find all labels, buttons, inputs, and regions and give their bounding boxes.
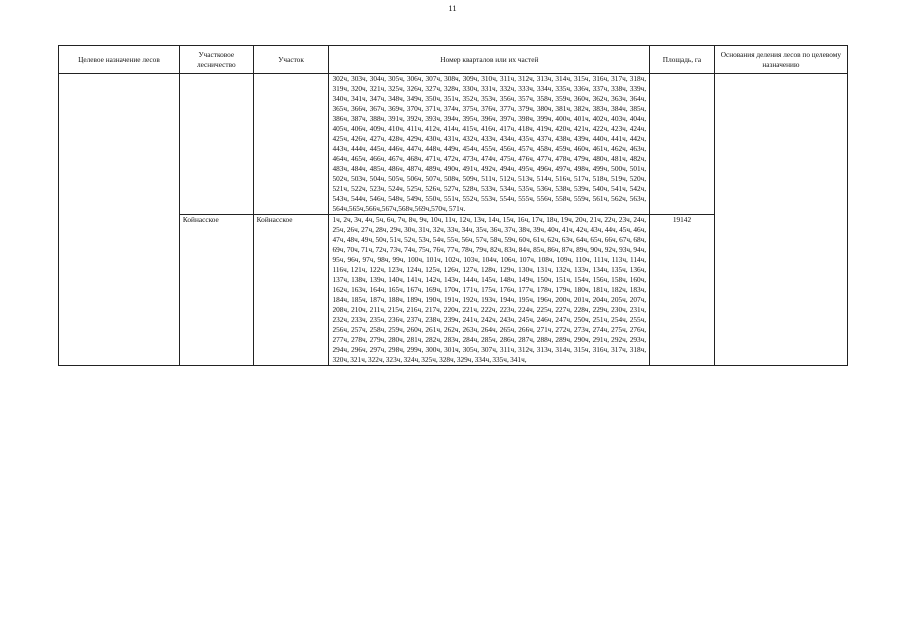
- cell-uchastok: [253, 74, 329, 215]
- header-uchastok: Участок: [253, 46, 329, 74]
- cell-basis: [714, 74, 847, 366]
- table-header-row: [59, 46, 848, 74]
- header-basis: Основания деления лесов по целевому назначению: [714, 46, 847, 74]
- header-lesnichestvo: Участковое лесничество: [179, 46, 253, 74]
- header-purpose: Целевое назначение лесов: [59, 46, 180, 74]
- page-number: 11: [448, 3, 457, 13]
- cell-purpose: [59, 74, 180, 366]
- cell-area: [650, 74, 715, 215]
- cell-quarters: 1ч, 2ч, 3ч, 4ч, 5ч, 6ч, 7ч, 8ч, 9ч, 10ч, 11ч, 12ч, 13ч, 14ч, 15ч, 16ч, 17ч, 18ч, 19ч, 20ч, 21ч, 22ч, 23ч, 24ч, 25ч, 26ч, 27ч, 28ч, 29ч, 30ч, 31ч, 32ч, 33ч, 34ч, 35ч, 36ч, 37ч, 38ч, 39ч, 40ч, 41ч, 42ч, 43ч, 44ч, 45ч, 46ч, 47ч, 48ч, 49ч, 50ч, 51ч, 52ч, 53ч, 54ч, 55ч, 56ч, 57ч, 58ч, 59ч, 60ч, 61ч, 62ч, 63ч, 64ч, 65ч, 66ч, 67ч, 68ч, 69ч, 70ч, 71ч, 72ч, 73ч, 74ч, 75ч, 76ч, 77ч, 78ч, 79ч, 82ч, 83ч, 84ч, 85ч, 86ч, 87ч, 89ч, 90ч, 92ч, 93ч, 94ч, 95ч, 96ч, 97ч, 98ч, 99ч, 100ч, 101ч, 102ч, 103ч, 104ч, 106ч, 107ч, 108ч, 109ч, 110ч, 111ч, 113ч, 114ч, 116ч, 121ч, 122ч, 123ч, 124ч, 125ч, 126ч, 127ч, 128ч, 129ч, 130ч, 131ч, 132ч, 133ч, 134ч, 135ч, 136ч, 137ч, 138ч, 139ч, 140ч, 141ч, 142ч, 143ч, 144ч, 145ч, 148ч, 149ч, 150ч, 151ч, 154ч, 156ч, 158ч, 160ч, 162ч, 163ч, 164ч, 165ч, 167ч, 169ч, 170ч, 171ч, 175ч, 176ч, 177ч, 178ч, 179ч, 180ч, 181ч, 182ч, 183ч, 184ч, 185ч, 187ч, 188ч, 189ч, 190ч, 191ч, 192ч, 193ч, 194ч, 195ч, 196ч, 200ч, 201ч, 204ч, 205ч, 207ч, 208ч, 210ч, 211ч, 215ч, 216ч, 217ч, 220ч, 221ч, 222ч, 223ч, 224ч, 225ч, 227ч, 228ч, 229ч, 230ч, 231ч, 232ч, 233ч, 235ч, 236ч, 237ч, 238ч, 239ч, 241ч, 242ч, 243ч, 245ч, 246ч, 247ч, 250ч, 251ч, 254ч, 255ч, 256ч, 257ч, 258ч, 259ч, 260ч, 261ч, 262ч, 263ч, 264ч, 265ч, 266ч, 271ч, 272ч, 273ч, 274ч, 275ч, 276ч, 277ч, 278ч, 279ч, 280ч, 281ч, 282ч, 283ч, 284ч, 285ч, 286ч, 287ч, 288ч, 289ч, 290ч, 291ч, 292ч, 293ч, 294ч, 296ч, 297ч, 298ч, 299ч, 300ч, 301ч, 305ч, 307ч, 311ч, 312ч, 313ч, 314ч, 315ч, 316ч, 317ч, 318ч, 320ч, 321ч, 322ч, 323ч, 324ч, 325ч, 328ч, 329ч, 334ч, 335ч, 341ч,: [329, 215, 650, 366]
- cell-quarters: 302ч, 303ч, 304ч, 305ч, 306ч, 307ч, 308ч, 309ч, 310ч, 311ч, 312ч, 313ч, 314ч, 315ч, 316ч, 317ч, 318ч, 319ч, 320ч, 321ч, 325ч, 326ч, 327ч, 328ч, 330ч, 331ч, 332ч, 333ч, 334ч, 335ч, 336ч, 337ч, 338ч, 339ч, 340ч, 341ч, 347ч, 348ч, 349ч, 350ч, 351ч, 352ч, 353ч, 356ч, 357ч, 358ч, 359ч, 360ч, 362ч, 363ч, 364ч, 365ч, 366ч, 367ч, 369ч, 370ч, 371ч, 374ч, 375ч, 376ч, 377ч, 379ч, 380ч, 381ч, 382ч, 383ч, 384ч, 385ч, 386ч, 387ч, 388ч, 391ч, 392ч, 393ч, 394ч, 395ч, 396ч, 397ч, 398ч, 399ч, 400ч, 401ч, 402ч, 403ч, 404ч, 405ч, 406ч, 409ч, 410ч, 411ч, 412ч, 414ч, 415ч, 416ч, 417ч, 418ч, 419ч, 420ч, 421ч, 422ч, 423ч, 424ч, 425ч, 426ч, 427ч, 428ч, 429ч, 430ч, 431ч, 432ч, 433ч, 434ч, 435ч, 437ч, 438ч, 439ч, 440ч, 441ч, 442ч, 443ч, 444ч, 445ч, 446ч, 447ч, 448ч, 449ч, 454ч, 455ч, 456ч, 457ч, 458ч, 459ч, 460ч, 461ч, 462ч, 463ч, 464ч, 465ч, 466ч, 467ч, 468ч, 471ч, 472ч, 473ч, 474ч, 475ч, 476ч, 477ч, 478ч, 479ч, 480ч, 481ч, 482ч, 483ч, 484ч, 485ч, 486ч, 487ч, 489ч, 490ч, 491ч, 492ч, 494ч, 495ч, 496ч, 497ч, 498ч, 499ч, 500ч, 501ч, 502ч, 503ч, 504ч, 505ч, 506ч, 507ч, 508ч, 509ч, 511ч, 512ч, 513ч, 514ч, 516ч, 517ч, 518ч, 519ч, 520ч, 521ч, 522ч, 523ч, 524ч, 525ч, 526ч, 527ч, 528ч, 533ч, 534ч, 535ч, 536ч, 538ч, 539ч, 540ч, 541ч, 542ч, 543ч, 544ч, 546ч, 548ч, 549ч, 550ч, 551ч, 552ч, 553ч, 554ч, 555ч, 556ч, 558ч, 559ч, 561ч, 562ч, 563ч, 564ч,565ч,566ч,567ч,568ч,569ч,570ч, 571ч.: [329, 74, 650, 215]
- cell-lesnichestvo: [179, 74, 253, 215]
- cell-area: 19142: [650, 215, 715, 366]
- cell-uchastok: Койнасское: [253, 215, 329, 366]
- header-quarters: Номер кварталов или их частей: [329, 46, 650, 74]
- cell-lesnichestvo: Койнасское: [179, 215, 253, 366]
- header-area: Площадь, га: [650, 46, 715, 74]
- table-row: [59, 74, 848, 215]
- forest-division-table: [58, 45, 848, 366]
